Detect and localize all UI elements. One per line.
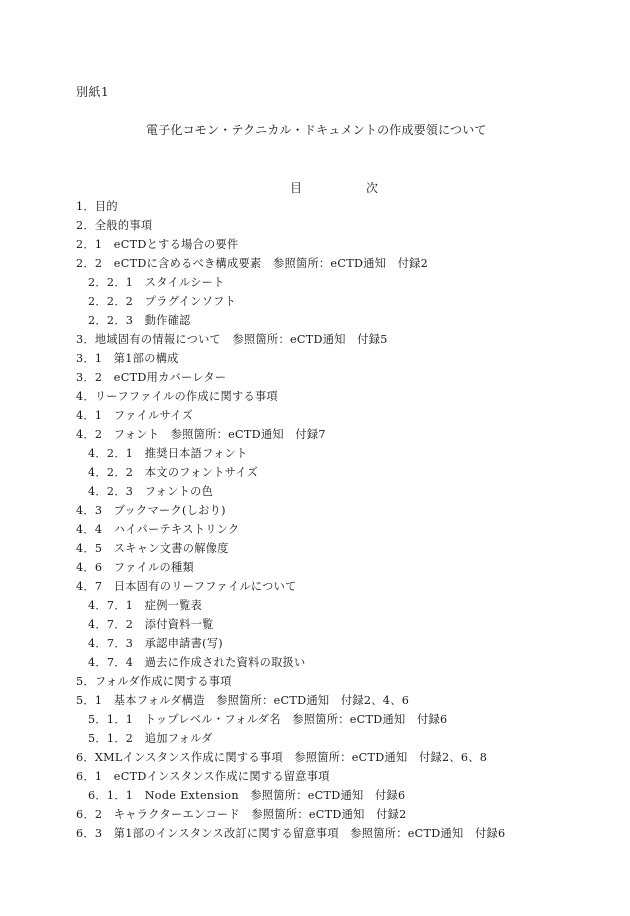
toc-heading: 目 次 bbox=[290, 181, 405, 195]
toc-entry: 5．1．1 トップレベル・フォルダ名 参照箇所：eCTD通知 付録6 bbox=[88, 713, 448, 726]
toc-entry: 4．6 ファイルの種類 bbox=[76, 561, 194, 574]
toc-entry: 4．7 日本固有のリーフファイルについて bbox=[76, 580, 297, 593]
toc-entry: 4．2．1 推奨日本語フォント bbox=[88, 447, 248, 460]
toc-entry: 4．4 ハイパーテキストリンク bbox=[76, 523, 240, 536]
toc-entry: 5．1 基本フォルダ構造 参照箇所：eCTD通知 付録2、4、6 bbox=[76, 694, 410, 707]
toc-entry: 1．目的 bbox=[76, 200, 118, 213]
toc-entry: 4．2 フォント 参照箇所：eCTD通知 付録7 bbox=[76, 428, 326, 441]
toc-entry: 6．1．1 Node Extension 参照箇所：eCTD通知 付録6 bbox=[88, 789, 406, 802]
toc-entry: 2．1 eCTDとする場合の要件 bbox=[76, 238, 239, 251]
document-title: 電子化コモン・テクニカル・ドキュメントの作成要領について bbox=[146, 123, 487, 137]
toc-entry: 5．1．2 追加フォルダ bbox=[88, 732, 213, 745]
toc-entry: 4．5 スキャン文書の解像度 bbox=[76, 542, 229, 555]
toc-entry: 2．2．3 動作確認 bbox=[88, 314, 191, 327]
toc-entry: 2．2 eCTDに含めるべき構成要素 参照箇所：eCTD通知 付録2 bbox=[76, 257, 429, 270]
toc-entry: 4．リーフファイルの作成に関する事項 bbox=[76, 390, 278, 403]
toc-entry: 2．全般的事項 bbox=[76, 219, 153, 232]
toc-entry: 6．1 eCTDインスタンス作成に関する留意事項 bbox=[76, 770, 330, 783]
toc-entry: 6．XMLインスタンス作成に関する事項 参照箇所：eCTD通知 付録2、6、8 bbox=[76, 751, 488, 764]
toc-entry: 4．7．1 症例一覧表 bbox=[88, 599, 203, 612]
toc-entry: 4．7．3 承認申請書(写) bbox=[88, 637, 223, 650]
toc-entry: 4．3 ブックマーク(しおり) bbox=[76, 504, 226, 517]
toc-entry: 6．3 第1部のインスタンス改訂に関する留意事項 参照箇所：eCTD通知 付録6 bbox=[76, 827, 506, 840]
toc-entry: 4．2．3 フォントの色 bbox=[88, 485, 214, 498]
toc-entry: 6．2 キャラクターエンコード 参照箇所：eCTD通知 付録2 bbox=[76, 808, 407, 821]
toc-entry: 3．地域固有の情報について 参照箇所：eCTD通知 付録5 bbox=[76, 333, 388, 346]
toc-entry: 3．1 第1部の構成 bbox=[76, 352, 179, 365]
toc-entry: 5．フォルダ作成に関する事項 bbox=[76, 675, 232, 688]
toc-entry: 2．2．2 プラグインソフト bbox=[88, 295, 237, 308]
toc-entry: 2．2．1 スタイルシート bbox=[88, 276, 225, 289]
toc-entry: 3．2 eCTD用カバーレター bbox=[76, 371, 227, 384]
table-of-contents bbox=[76, 197, 505, 843]
toc-entry: 4．7．2 添付資料一覧 bbox=[88, 618, 214, 631]
toc-entry: 4．1 ファイルサイズ bbox=[76, 409, 194, 422]
toc-entry: 4．7．4 過去に作成された資料の取扱い bbox=[88, 656, 306, 669]
attachment-label: 別紙1 bbox=[76, 85, 110, 99]
toc-entry: 4．2．2 本文のフォントサイズ bbox=[88, 466, 259, 479]
